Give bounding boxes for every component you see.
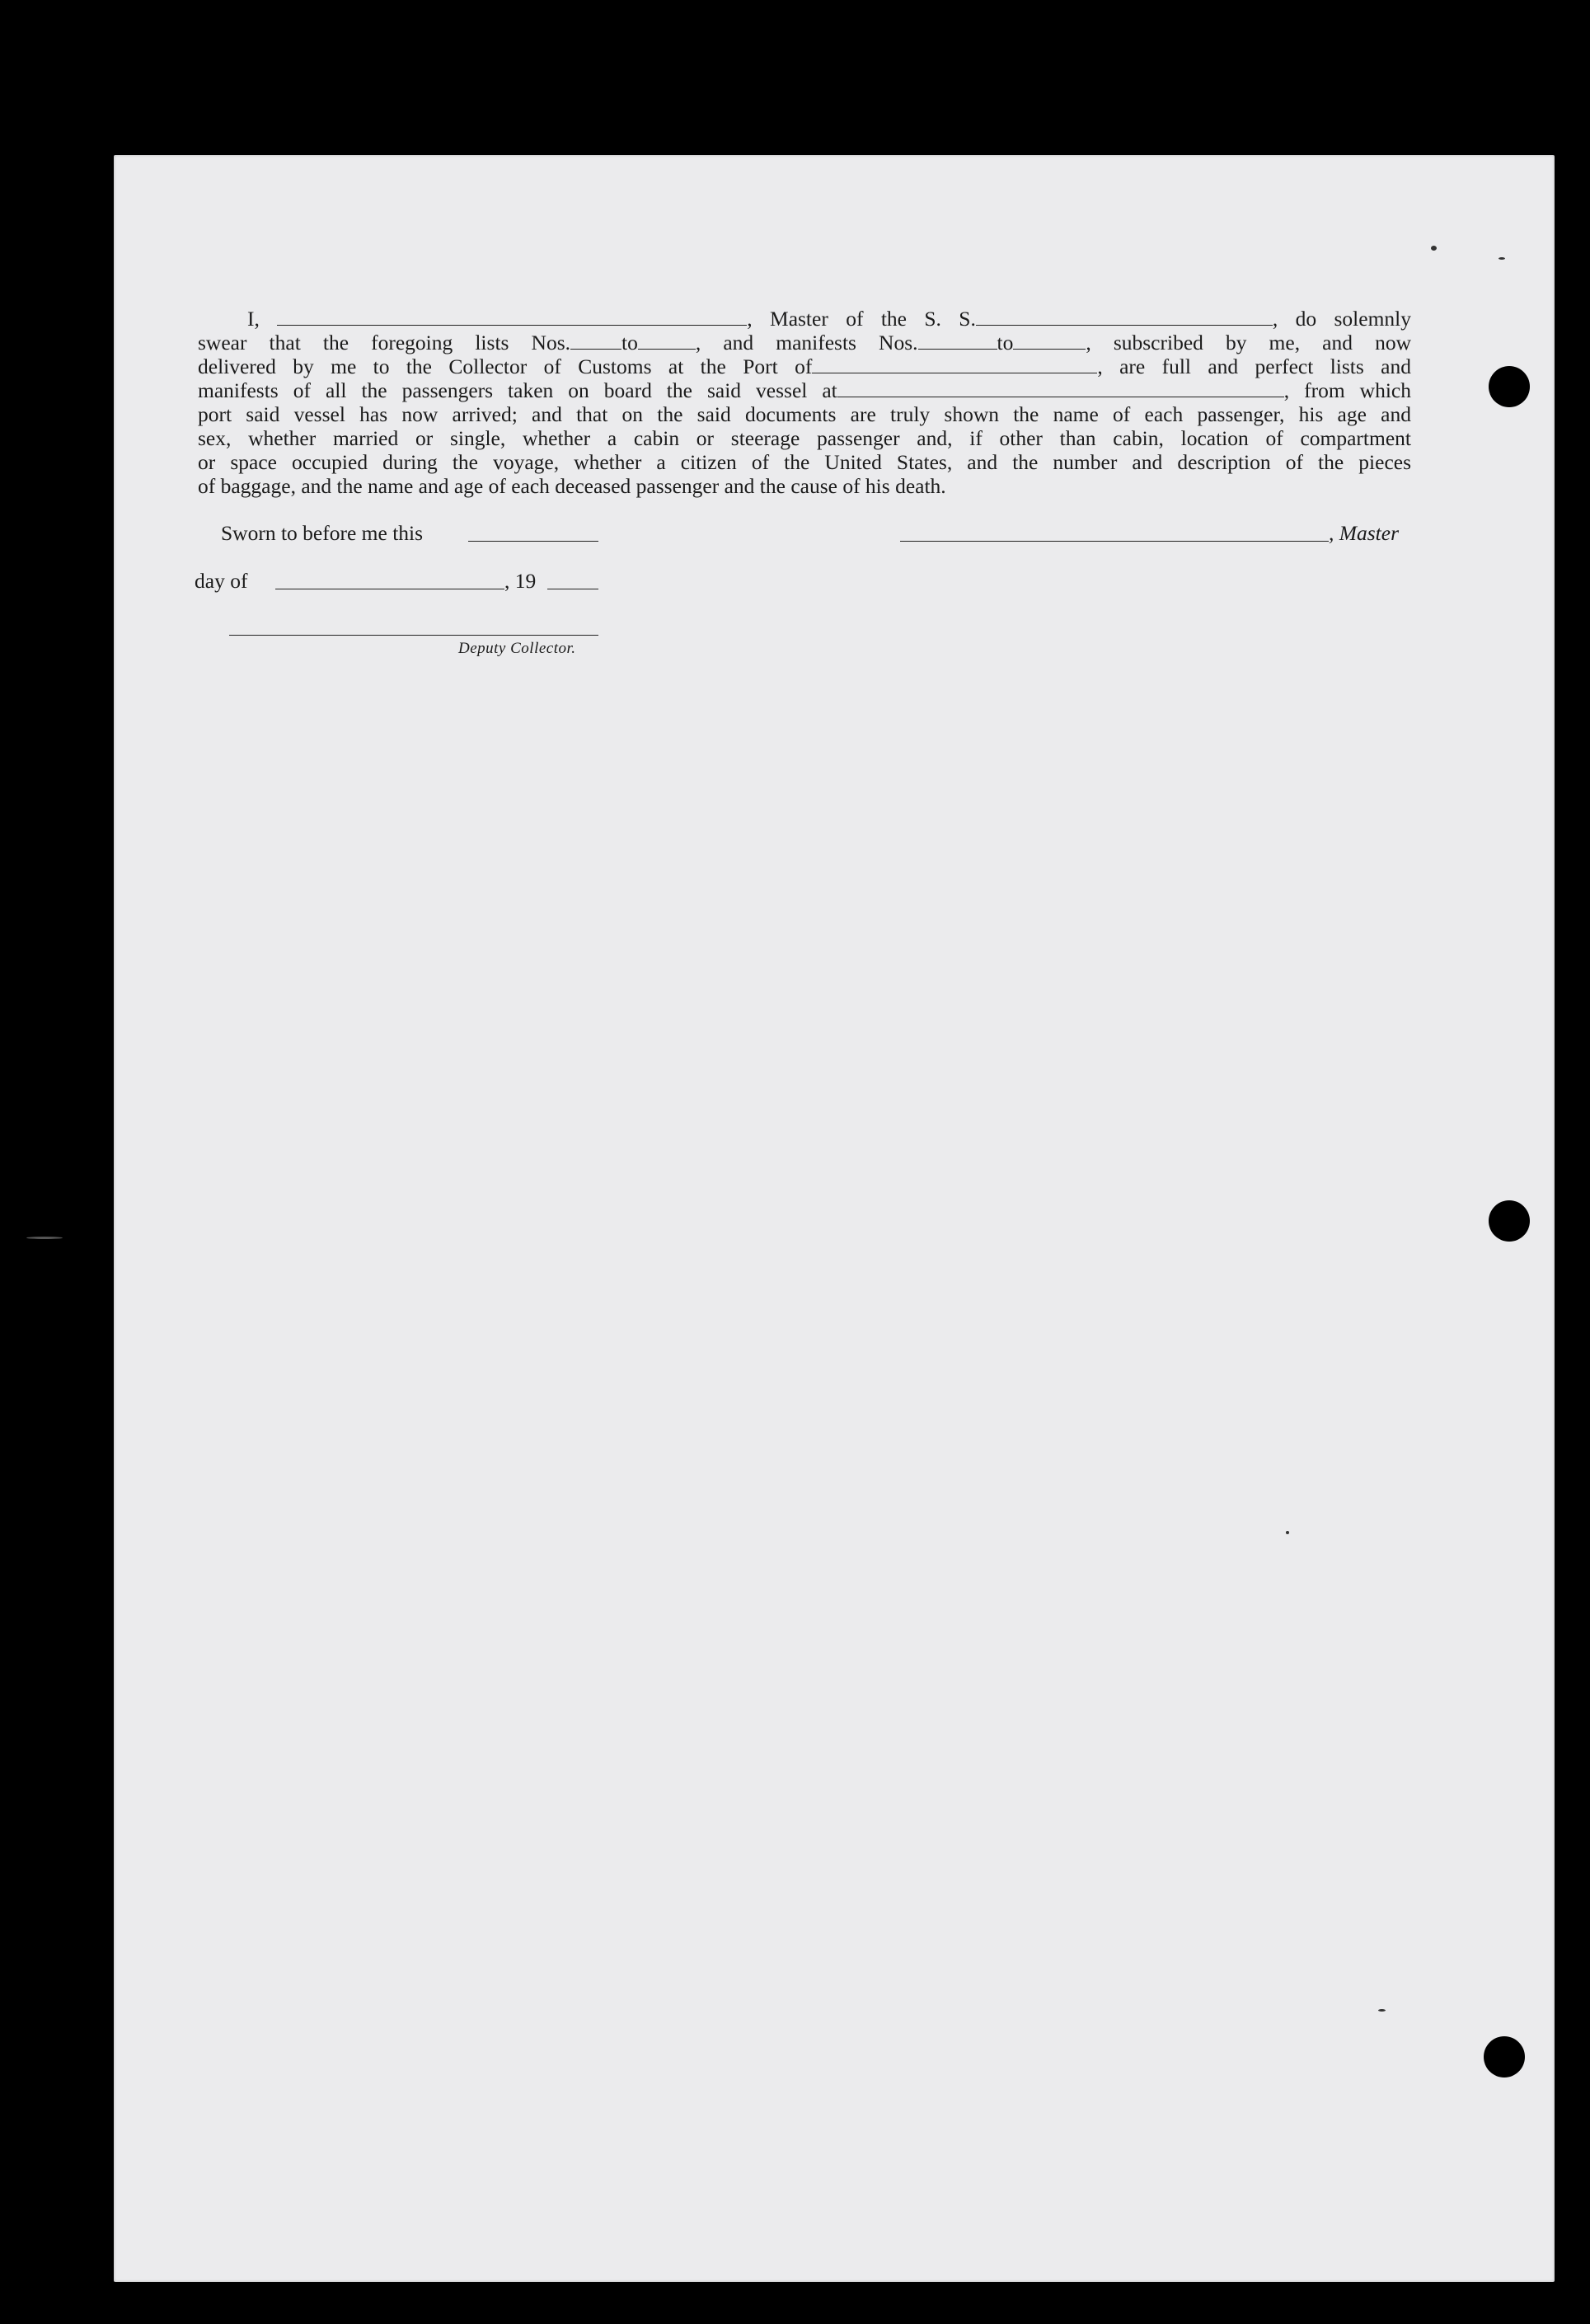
oath-line-5: port said vessel has now arrived; and that on the said documents are truly shown the name of each passenger, his age and: [198, 402, 1411, 426]
master-signature-label: , Master: [1329, 521, 1399, 545]
punch-hole-top: [1489, 366, 1530, 407]
oath-line-2: swear that the foregoing lists Nos. to , and manifests Nos. to , subscribed by me, and now: [198, 331, 1412, 354]
manifests-from-blank: [918, 334, 997, 350]
deputy-collector-label: Deputy Collector.: [458, 640, 576, 657]
sworn-label: Sworn to before me this: [221, 521, 424, 545]
oath-line-1: I, , Master of the S. S. , do solemnly: [247, 307, 1412, 331]
speck-mark: [1286, 1531, 1289, 1534]
day-of-label: day of: [195, 569, 248, 593]
speck-mark: [1499, 257, 1505, 260]
oath-line-6: sex, whether married or single, whether a cabin or steerage passenger and, if other than cabin, location of compartment: [198, 426, 1411, 450]
master-signature-line: [900, 541, 1329, 542]
oath-line-7: or space occupied during the voyage, whether a citizen of the United States, and the number and description of the pieces: [198, 450, 1411, 474]
vessel-name-blank: [976, 310, 1273, 326]
manifests-to-blank: [1013, 334, 1086, 350]
speck-mark: [1378, 2009, 1386, 2012]
edge-mark: [26, 1237, 63, 1239]
deputy-collector-signature-line: [229, 635, 598, 636]
punch-hole-middle: [1489, 1200, 1530, 1242]
port-blank: [812, 358, 1097, 373]
sworn-day-blank: [468, 541, 598, 542]
year-prefix: , 19: [504, 569, 537, 593]
master-name-blank: [277, 310, 747, 326]
departure-port-blank: [837, 382, 1284, 397]
oath-paragraph: [198, 307, 1411, 498]
lists-to-blank: [638, 334, 696, 350]
lists-from-blank: [570, 334, 621, 350]
oath-line-4: manifests of all the passengers taken on board the said vessel at , from which: [198, 378, 1411, 402]
punch-hole-bottom: [1484, 2036, 1525, 2078]
oath-line-3: delivered by me to the Collector of Customs at the Port of , are full and perfect lists and: [198, 354, 1411, 378]
speck-mark: [1431, 246, 1437, 251]
oath-line-8: of baggage, and the name and age of each deceased passenger and the cause of his death.: [198, 474, 946, 498]
